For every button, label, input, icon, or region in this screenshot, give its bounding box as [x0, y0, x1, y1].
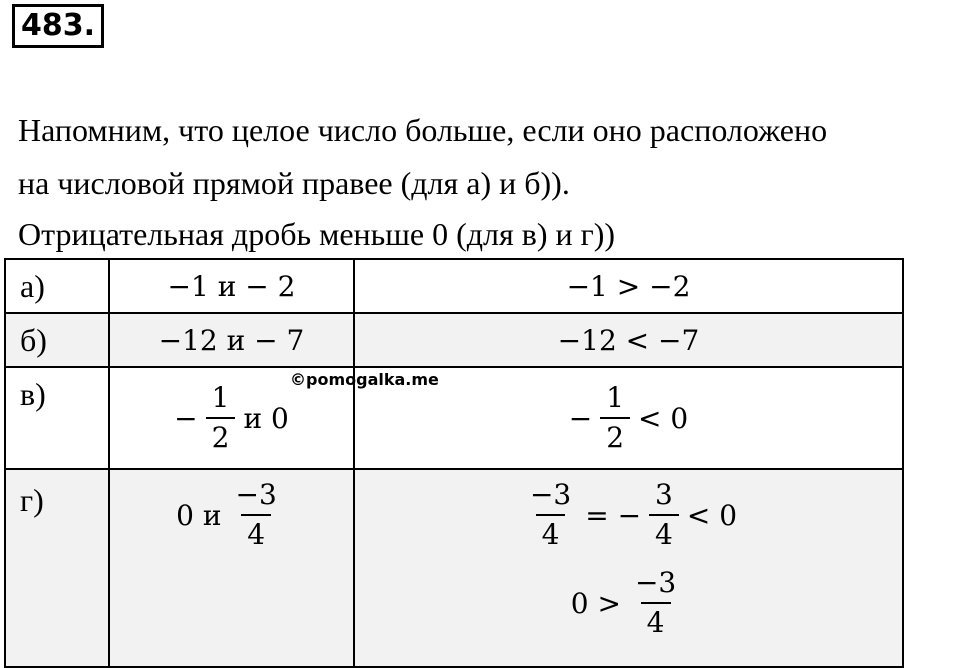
denominator: 2: [600, 417, 630, 457]
number-pair: −1 и − 2: [109, 259, 354, 313]
numerator: 3: [655, 478, 673, 511]
numerator: −3: [529, 478, 572, 511]
comparison-table: [4, 258, 904, 668]
table-row: [5, 259, 903, 313]
comparison-result: −12 < −7: [354, 313, 903, 367]
comparison-result: −1 > −2: [354, 259, 903, 313]
denominator: 4: [241, 514, 271, 554]
numerator: −3: [634, 566, 677, 599]
row-label: б): [5, 313, 109, 367]
denominator: 4: [641, 602, 671, 642]
numerator: 1: [211, 381, 230, 414]
fraction: [649, 476, 679, 554]
intro-line-3: Отрицательная дробь меньше 0 (для в) и г)): [18, 216, 616, 252]
number-pair: −12 и − 7: [109, 313, 354, 367]
intro-line-1: Напомним, что целое число больше, если оно расположено: [18, 112, 828, 148]
pair-rest: и 0: [243, 401, 289, 435]
comparison-result: [354, 469, 903, 667]
table-row: [5, 469, 903, 667]
fraction: [629, 564, 682, 642]
row-label: а): [5, 259, 109, 313]
denominator: 4: [649, 514, 679, 554]
table-row: [5, 367, 903, 469]
numerator: 1: [606, 381, 625, 414]
denominator: 4: [536, 514, 566, 554]
equals-minus: = −: [585, 498, 642, 532]
denominator: 2: [206, 417, 236, 457]
numerator: −3: [235, 478, 277, 511]
problem-number: 483.: [12, 4, 104, 48]
result-prefix: 0 >: [570, 586, 621, 620]
result-rest: < 0: [638, 401, 689, 435]
fraction: [600, 379, 630, 457]
fraction: [206, 379, 236, 457]
intro-line-2: на числовой прямой правее (для а) и б)).: [18, 165, 570, 201]
fraction: [524, 476, 577, 554]
minus-sign: −: [174, 401, 198, 435]
minus-sign: −: [568, 401, 593, 435]
fraction: [230, 476, 283, 554]
watermark: ©pomogalka.me: [290, 370, 439, 389]
pair-prefix: 0 и: [176, 498, 222, 532]
row-label: г): [5, 469, 109, 667]
row-label: в): [5, 367, 109, 469]
number-pair: [109, 469, 354, 667]
result-rest: < 0: [686, 498, 738, 532]
table-row: [5, 313, 903, 367]
